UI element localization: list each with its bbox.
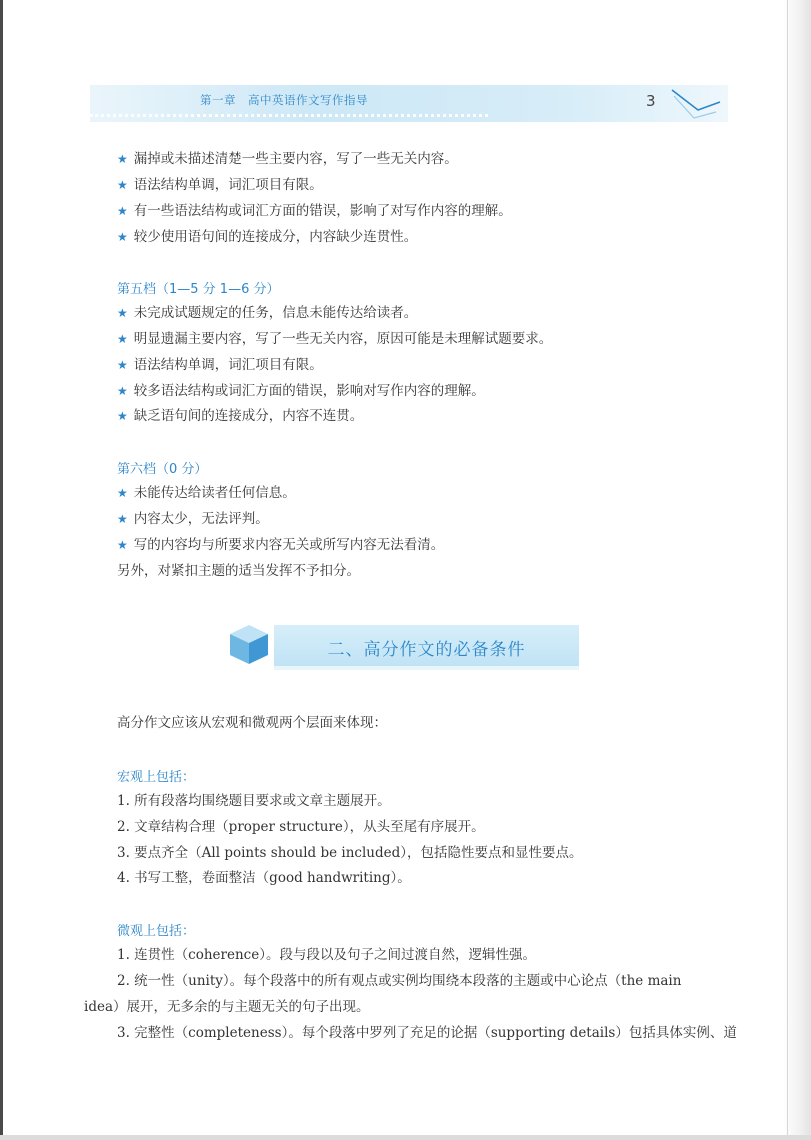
star-icon: ★ <box>117 384 128 398</box>
star-icon: ★ <box>117 409 128 423</box>
list-item: ★ 未能传达给读者任何信息。 <box>117 485 296 501</box>
list-item: 2. 统一性（unity）。每个段落中的所有观点或实例均围绕本段落的主题或中心论点（the main <box>117 973 682 989</box>
list-item: ★ 较多语法结构或词汇方面的错误，影响对写作内容的理解。 <box>117 383 485 399</box>
level5-heading: 第五档（1—5 分 1—6 分） <box>117 282 280 297</box>
section-title-band <box>274 625 579 667</box>
list-item: ★ 未完成试题规定的任务，信息未能传达给读者。 <box>117 305 418 321</box>
star-icon: ★ <box>117 538 128 552</box>
list-item: 3. 完整性（completeness）。每个段落中罗列了充足的论据（supporting details）包括具体实例、道 <box>117 1025 737 1041</box>
list-item-continuation: idea）展开，无多余的与主题无关的句子出现。 <box>84 999 370 1015</box>
list-item: ★ 语法结构单调，词汇项目有限。 <box>117 177 323 193</box>
list-item: ★ 缺乏语句间的连接成分，内容不连贯。 <box>117 408 364 424</box>
header-band <box>90 85 728 122</box>
star-icon: ★ <box>117 486 128 500</box>
star-icon: ★ <box>117 358 128 372</box>
section-band-shadow <box>274 666 579 670</box>
list-item: ★ 写的内容均与所要求内容无关或所写内容无法看清。 <box>117 537 445 553</box>
star-icon: ★ <box>117 306 128 320</box>
cube-icon <box>226 621 272 667</box>
list-item: 1. 所有段落均围绕题目要求或文章主题展开。 <box>117 793 391 809</box>
list-item: 3. 要点齐全（All points should be included），包括隐性要点和显性要点。 <box>117 845 583 861</box>
section-title: 二、高分作文的必备条件 <box>327 640 526 660</box>
macro-heading: 宏观上包括： <box>117 770 196 785</box>
page-number: 3 <box>646 92 656 110</box>
chapter-title: 第一章 高中英语作文写作指导 <box>200 93 368 107</box>
page-left-edge <box>0 0 3 1140</box>
star-icon: ★ <box>117 230 128 244</box>
note-paragraph: 另外，对紧扣主题的适当发挥不予扣分。 <box>117 563 360 579</box>
page-right-edge <box>783 0 811 1140</box>
list-item: 2. 文章结构合理（proper structure），从头至尾有序展开。 <box>117 819 485 835</box>
list-item: 4. 书写工整，卷面整洁（good handwriting）。 <box>117 870 411 886</box>
list-item: ★ 语法结构单调，词汇项目有限。 <box>117 357 323 373</box>
micro-heading: 微观上包括： <box>117 924 196 939</box>
intro-paragraph: 高分作文应该从宏观和微观两个层面来体现： <box>117 715 387 731</box>
star-icon: ★ <box>117 178 128 192</box>
star-icon: ★ <box>117 332 128 346</box>
level6-heading: 第六档（0 分） <box>117 462 208 477</box>
list-item: 1. 连贯性（coherence）。段与段以及句子之间过渡自然，逻辑性强。 <box>117 947 536 963</box>
list-item: ★ 漏掉或未描述清楚一些主要内容，写了一些无关内容。 <box>117 151 458 167</box>
list-item: ★ 明显遗漏主要内容，写了一些无关内容，原因可能是未理解试题要求。 <box>117 331 553 347</box>
star-icon: ★ <box>117 512 128 526</box>
star-icon: ★ <box>117 204 128 218</box>
corner-decoration-icon <box>668 82 728 126</box>
header-dotted-line <box>90 114 488 117</box>
list-item: ★ 有一些语法结构或词汇方面的错误，影响了对写作内容的理解。 <box>117 203 512 219</box>
page-bottom-edge <box>0 1135 811 1140</box>
list-item: ★ 较少使用语句间的连接成分，内容缺少连贯性。 <box>117 229 418 245</box>
star-icon: ★ <box>117 152 128 166</box>
list-item: ★ 内容太少，无法评判。 <box>117 511 269 527</box>
